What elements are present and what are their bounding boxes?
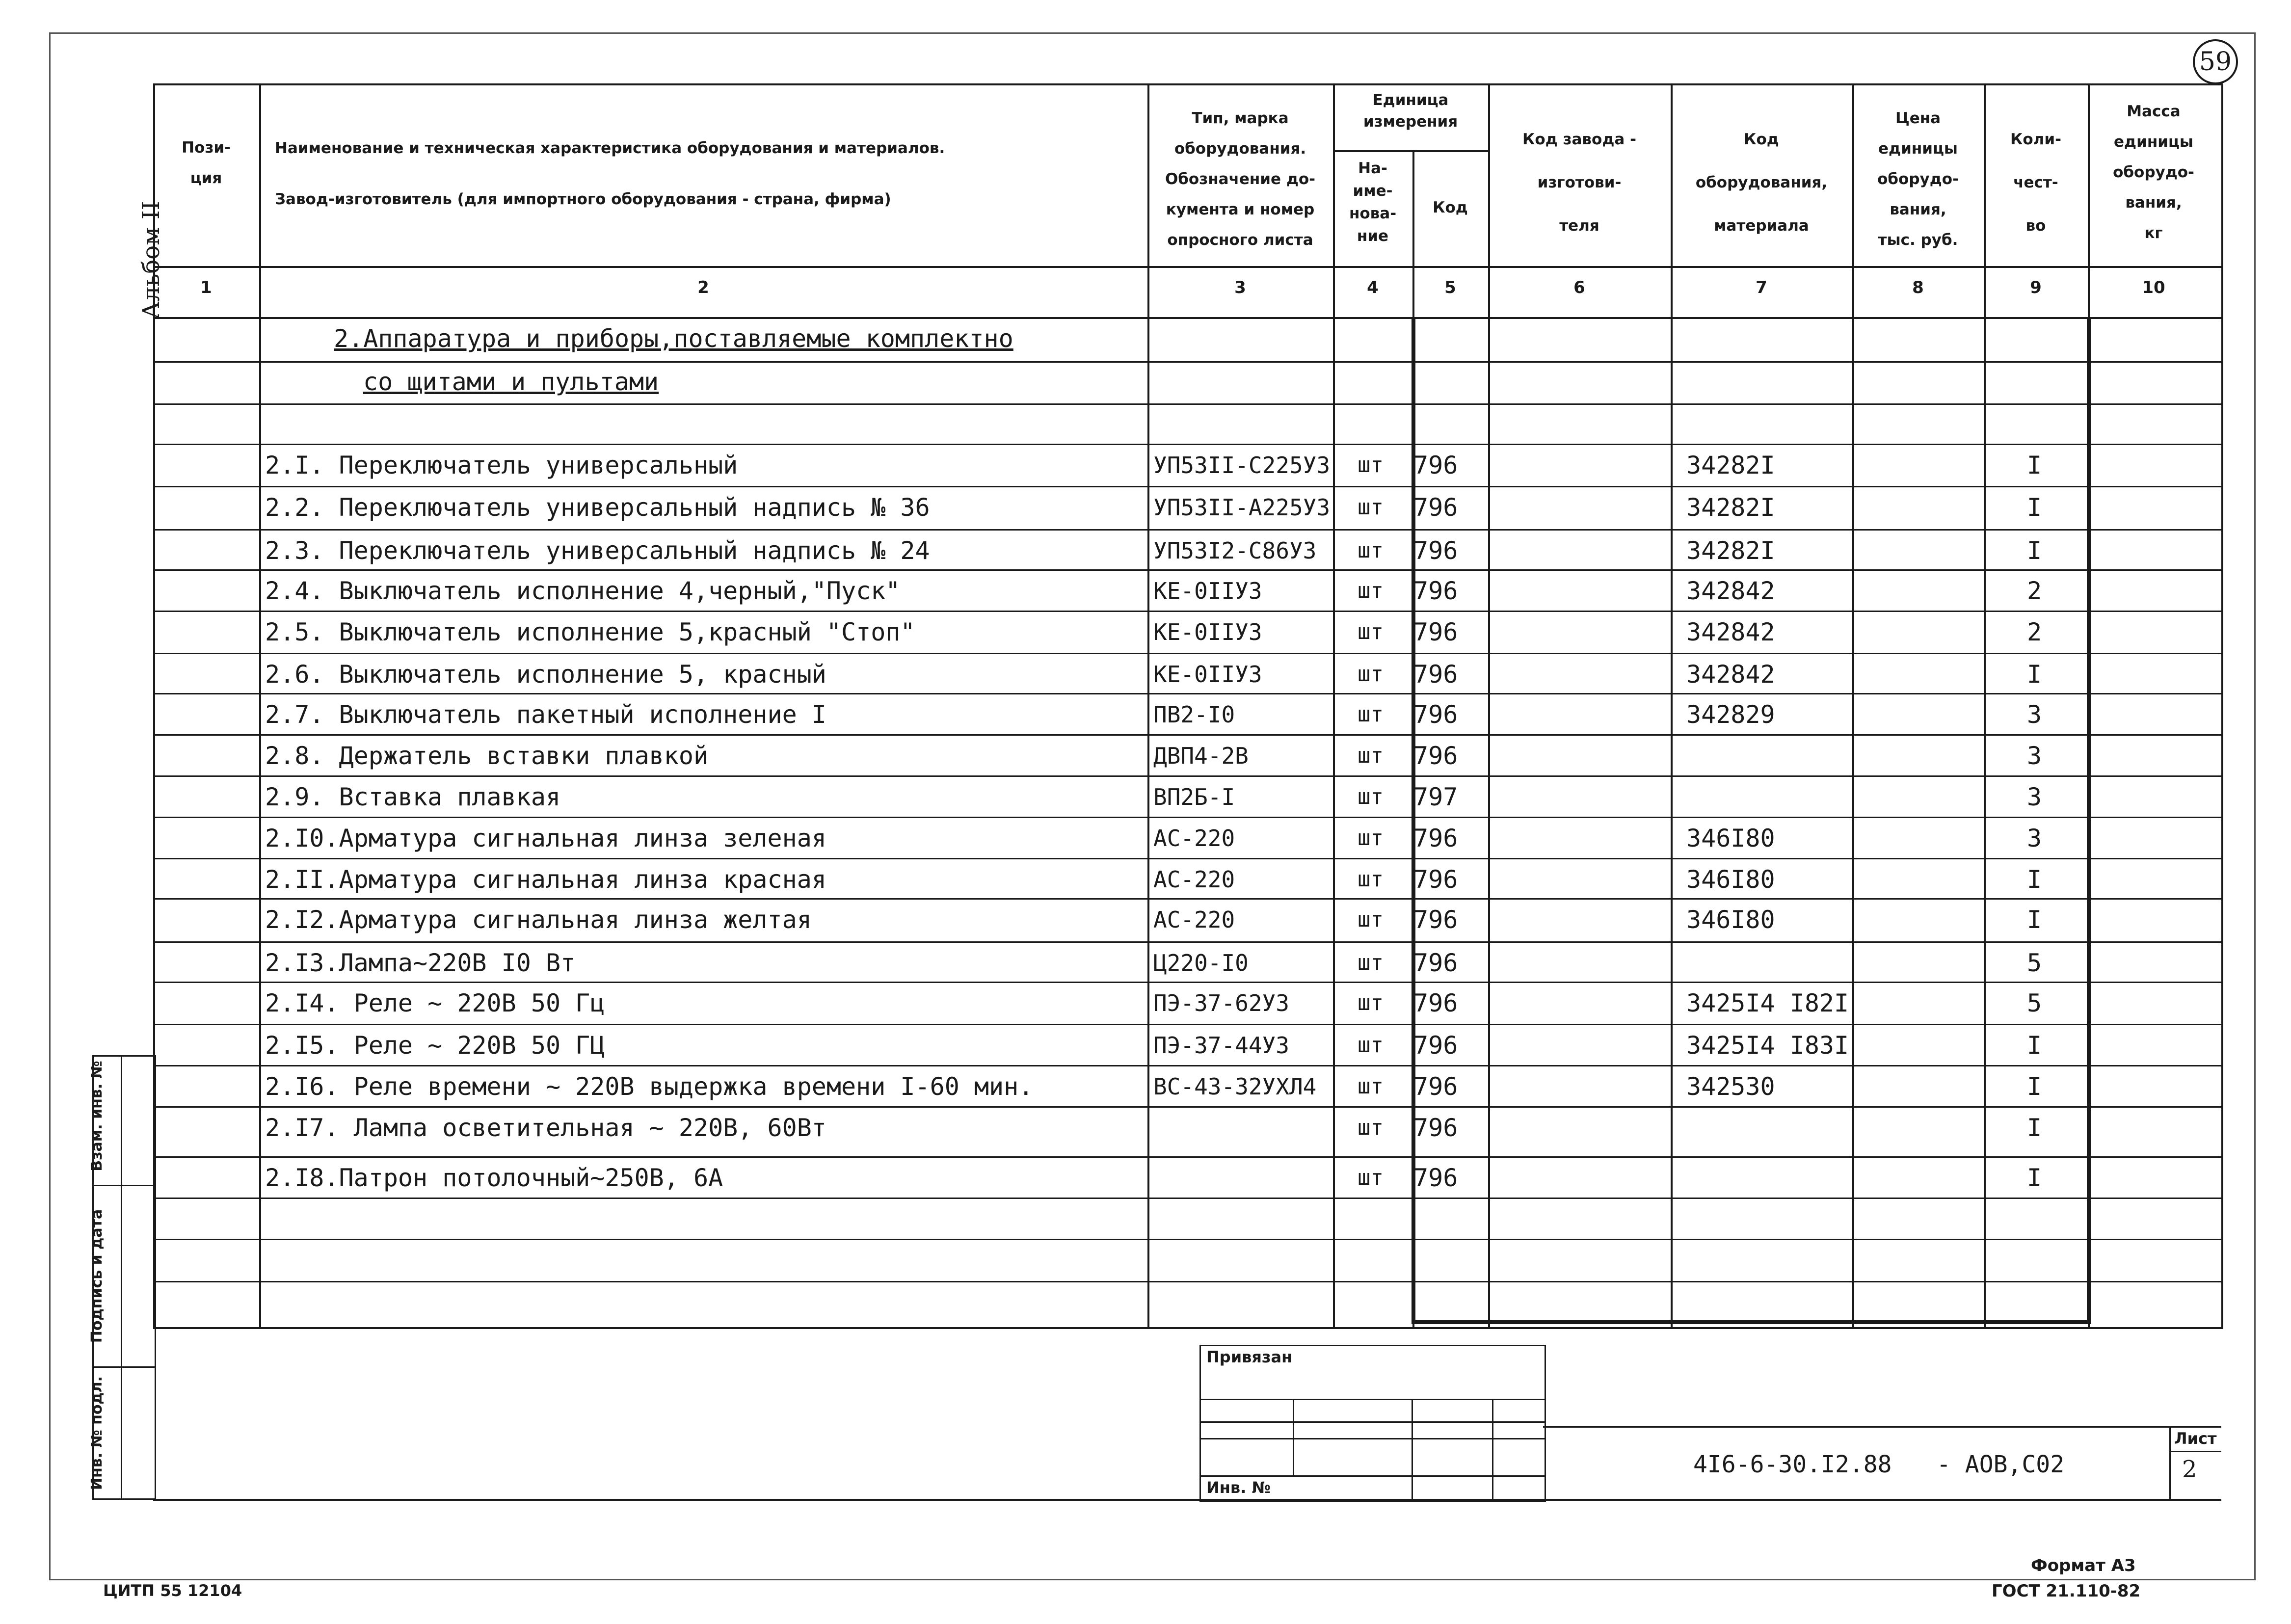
document-code: 4I6-6-30.I2.88 [1693,1451,1892,1478]
header-type: Тип, марка оборудования. Обозначение до- кумента и номер опросного листа [1165,109,1316,249]
item-name: 2.I8.Патрон потолочный~250В, 6А [265,1164,723,1192]
row-separator [153,898,2221,900]
item-name: 2.I4. Реле ~ 220В 50 Гц [265,989,605,1017]
item-type: КЕ-0IIУЗ [1153,619,1262,645]
item-type: Ц220-I0 [1153,950,1249,976]
item-quantity: I [2027,493,2042,522]
row-separator [153,569,2221,571]
item-type: КЕ-0IIУЗ [1153,578,1262,604]
item-unit: шт [1358,1165,1384,1190]
colnum-6: 6 [1573,278,1585,297]
footer-gost: ГОСТ 21.110-82 [1992,1581,2141,1601]
item-quantity: I [2027,905,2042,934]
item-unit-code: 796 [1413,536,1458,565]
sheet-label: Лист [2174,1429,2217,1448]
item-name: 2.9. Вставка плавкая [265,783,561,811]
row-separator [153,858,2221,859]
item-quantity: 2 [2027,618,2042,646]
item-name: 2.4. Выключатель исполнение 4,черный,"Пуск" [265,577,901,605]
item-name: 2.I0.Арматура сигнальная линза зеленая [265,824,826,852]
row-separator [153,611,2221,612]
item-type: АС-220 [1153,825,1235,852]
item-type: ПЭ-37-62УЗ [1153,990,1289,1016]
header-name: Наименование и техническая характеристика оборудования и материалов. Завод-изготовитель (для импортного оборудования - страна, фирма) [275,139,945,208]
item-unit: шт [1358,1115,1384,1140]
item-quantity: I [2027,1072,2042,1101]
inv-label: Инв. № [1206,1478,1271,1497]
header-mass: Масса единицы оборудо- вания, кг [2113,103,2194,242]
row-separator [153,1024,2221,1025]
item-code: 346I80 [1686,905,1775,934]
item-name: 2.I2.Арматура сигнальная линза желтая [265,905,812,934]
item-quantity: 3 [2027,742,2042,770]
header-factory-code: Код завода - изготови- теля [1522,131,1636,235]
item-unit: шт [1358,578,1384,603]
row-separator [153,403,2221,405]
item-code: 342842 [1686,618,1775,646]
item-unit-code: 796 [1413,493,1458,522]
item-code: 342842 [1686,577,1775,605]
colnum-5: 5 [1444,278,1456,297]
item-unit: шт [1358,907,1384,932]
item-quantity: I [2027,536,2042,565]
header-price: Цена единицы оборудо- вания, тыс. руб. [1877,109,1959,249]
item-code: 34282I [1686,536,1775,565]
section-title-line1: 2.Аппаратура и приборы,поставляемые комплектно [334,324,1013,353]
item-unit-code: 796 [1413,1072,1458,1101]
item-code: 342530 [1686,1072,1775,1101]
item-unit: шт [1358,950,1384,975]
colnum-10: 10 [2142,278,2165,297]
item-type: ВС-43-32УХЛ4 [1153,1073,1317,1100]
item-quantity: I [2027,660,2042,689]
item-quantity: 5 [2027,949,2042,977]
item-unit-code: 796 [1413,949,1458,977]
row-separator [153,734,2221,736]
colnum-4: 4 [1367,278,1379,297]
item-type: АС-220 [1153,906,1235,933]
footer-left: ЦИТП 55 12104 [103,1581,242,1600]
item-quantity: I [2027,865,2042,894]
item-quantity: 2 [2027,577,2042,605]
item-unit-code: 796 [1413,577,1458,605]
item-unit: шт [1358,453,1384,478]
item-unit-code: 796 [1413,1164,1458,1192]
side-stamp-inv-orig: Инв. № подл. [88,1376,106,1491]
page-number: 59 [2199,47,2232,77]
item-unit: шт [1358,538,1384,563]
item-unit: шт [1358,743,1384,768]
item-code: 34282I [1686,493,1775,522]
item-type: ДВП4-2В [1153,743,1249,769]
item-unit: шт [1358,495,1384,520]
item-type: ПВ2-I0 [1153,701,1235,728]
item-type: ВП2Б-I [1153,784,1235,810]
row-separator [153,817,2221,818]
colnum-1: 1 [200,278,212,297]
header-equipment-code: Код оборудования, материала [1695,131,1828,235]
item-name: 2.8. Держатель вставки плавкой [265,742,709,770]
item-unit: шт [1358,702,1384,727]
row-separator [153,1239,2221,1240]
item-unit: шт [1358,784,1384,809]
row-separator [153,693,2221,694]
row-separator [153,361,2221,363]
colnum-9: 9 [2030,278,2042,297]
item-unit: шт [1358,867,1384,892]
bound-label: Привязан [1206,1348,1293,1366]
row-separator [153,941,2221,943]
item-code: 342842 [1686,660,1775,689]
item-quantity: 5 [2027,989,2042,1017]
item-name: 2.2. Переключатель универсальный надпись № 36 [265,493,930,522]
item-type: УП53II-С225УЗ [1153,452,1331,479]
page-number-badge [2193,39,2238,84]
item-name: 2.7. Выключатель пакетный исполнение I [265,700,826,729]
item-code: 3425I4 I83I [1686,1031,1849,1060]
item-unit: шт [1358,662,1384,687]
row-separator [153,1106,2221,1108]
colnum-divider [153,317,2221,319]
item-unit-code: 796 [1413,865,1458,894]
item-name: 2.II.Арматура сигнальная линза красная [265,865,826,894]
item-unit-code: 796 [1413,618,1458,646]
colnum-8: 8 [1912,278,1924,297]
row-separator [153,1198,2221,1199]
item-unit-code: 796 [1413,905,1458,934]
row-separator [153,775,2221,777]
item-unit-code: 796 [1413,742,1458,770]
row-separator [153,653,2221,654]
item-type: АС-220 [1153,866,1235,893]
sheet-number: 2 [2182,1456,2197,1483]
item-unit-code: 796 [1413,1114,1458,1142]
item-unit: шт [1358,1033,1384,1058]
header-unit-name: На- име- нова- ние [1349,160,1397,245]
item-code: 346I80 [1686,865,1775,894]
item-unit-code: 796 [1413,660,1458,689]
item-name: 2.I7. Лампа осветительная ~ 220В, 60Вт [265,1114,826,1142]
item-unit: шт [1358,1074,1384,1099]
side-stamp-replaced-inv: Взам. инв. № [88,1061,106,1171]
row-separator [153,982,2221,983]
item-code: 34282I [1686,451,1775,479]
colnum-7: 7 [1756,278,1767,297]
side-stamp-signature-date: Подпись и дата [88,1209,106,1343]
item-unit-code: 796 [1413,824,1458,852]
item-name: 2.I3.Лампа~220В I0 Вт [265,949,576,977]
item-type: УП53II-А225УЗ [1153,494,1331,521]
item-unit-code: 797 [1413,783,1458,811]
row-separator [153,1281,2221,1282]
header-unit-code: Код [1433,199,1468,216]
item-unit: шт [1358,619,1384,644]
item-type: КЕ-0IIУЗ [1153,661,1262,688]
header-quantity: Коли- чест- во [2010,131,2061,235]
item-type: УП53I2-С86УЗ [1153,537,1317,564]
document-suffix: - АОВ,С02 [1937,1451,2065,1478]
item-quantity: 3 [2027,783,2042,811]
row-separator [153,486,2221,487]
item-quantity: I [2027,451,2042,479]
item-unit-code: 796 [1413,989,1458,1017]
row-separator [153,529,2221,531]
item-name: 2.6. Выключатель исполнение 5, красный [265,660,826,689]
item-name: 2.I6. Реле времени ~ 220В выдержка времени I-60 мин. [265,1072,1034,1101]
header-unit-group: Единица измерения [1363,91,1458,131]
item-unit-code: 796 [1413,451,1458,479]
item-code: 3425I4 I82I [1686,989,1849,1017]
row-separator [153,444,2221,445]
item-unit: шт [1358,825,1384,851]
item-name: 2.5. Выключатель исполнение 5,красный "Стоп" [265,618,915,646]
item-code: 342829 [1686,700,1775,729]
item-quantity: I [2027,1164,2042,1192]
colnum-2: 2 [697,278,709,297]
row-separator [153,1065,2221,1066]
item-quantity: 3 [2027,700,2042,729]
item-name: 2.3. Переключатель универсальный надпись № 24 [265,536,930,565]
item-type: ПЭ-37-44УЗ [1153,1032,1289,1059]
item-code: 346I80 [1686,824,1775,852]
footer-format: Формат А3 [2031,1556,2136,1575]
header-divider [153,266,2221,268]
header-position: Пози- ция [182,139,231,187]
item-quantity: I [2027,1114,2042,1142]
item-quantity: I [2027,1031,2042,1060]
item-unit: шт [1358,990,1384,1015]
colnum-3: 3 [1234,278,1246,297]
item-name: 2.I. Переключатель универсальный [265,451,738,479]
item-unit-code: 796 [1413,700,1458,729]
row-separator [153,1156,2221,1158]
item-unit-code: 796 [1413,1031,1458,1060]
item-quantity: 3 [2027,824,2042,852]
section-title-line2: со щитами и пультами [363,368,659,396]
item-name: 2.I5. Реле ~ 220В 50 ГЦ [265,1031,605,1060]
album-label: Альбом II [137,201,165,319]
